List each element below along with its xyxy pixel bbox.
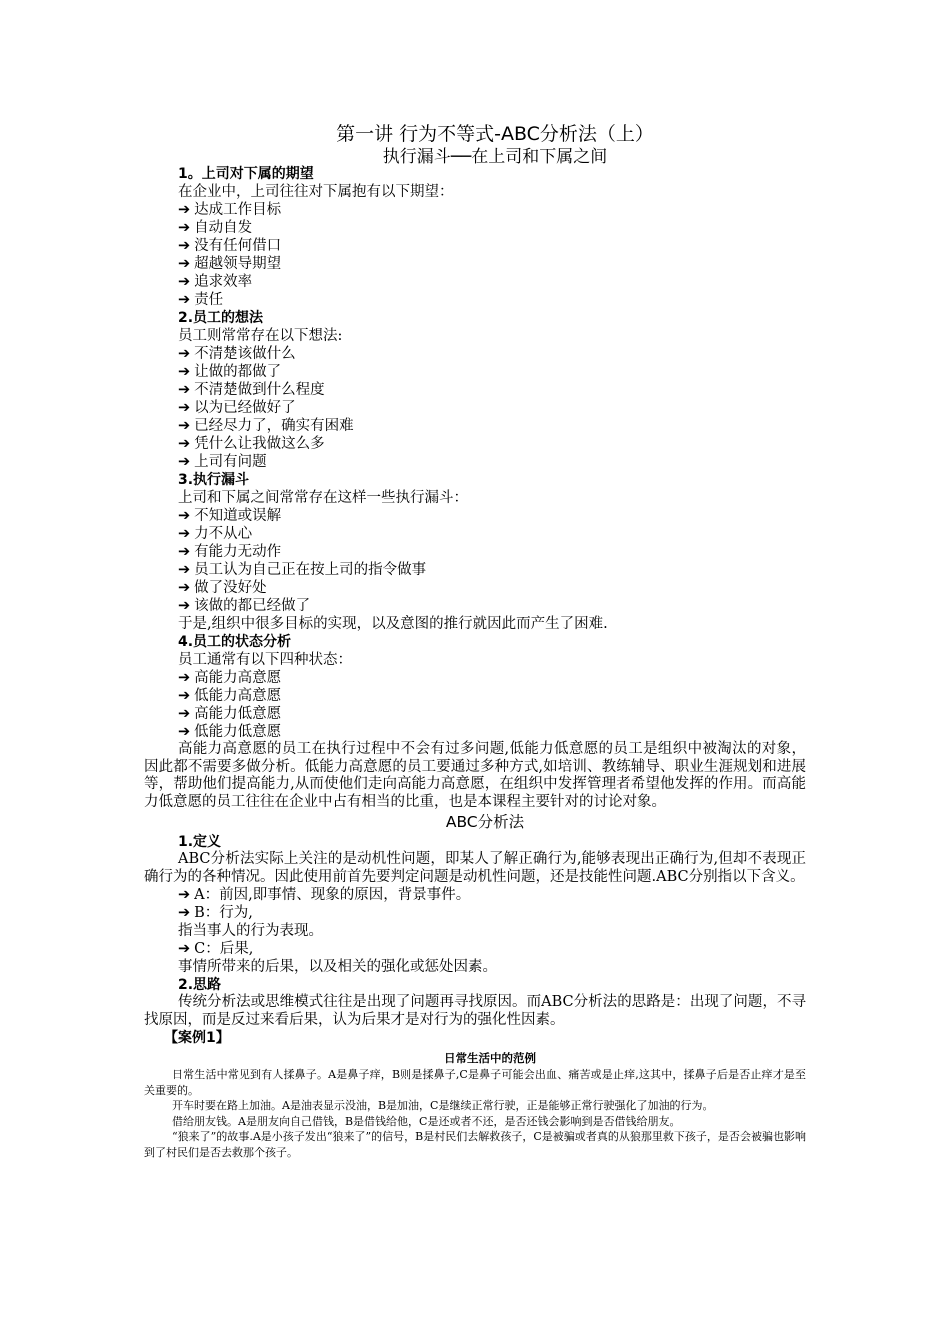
list-item <box>144 561 806 579</box>
arrow-icon: ➔ <box>178 346 191 362</box>
list-item <box>144 435 806 453</box>
section-title: ABC分析法 <box>445 813 525 831</box>
list-item-text: 力不从心 <box>194 526 253 542</box>
list-item <box>144 219 806 237</box>
list-item <box>144 201 806 219</box>
list-item-text: C：后果, <box>194 941 254 957</box>
list-item <box>144 543 806 561</box>
list-item-text: 不清楚做到什么程度 <box>194 382 325 398</box>
arrow-icon: ➔ <box>178 238 191 254</box>
arrow-icon: ➔ <box>178 292 191 308</box>
arrow-icon: ➔ <box>178 580 191 596</box>
arrow-icon: ➔ <box>178 688 191 704</box>
list-item-text: 超越领导期望 <box>194 256 282 272</box>
section-heading: 2.思路 <box>178 977 222 993</box>
list-item <box>144 723 806 741</box>
arrow-icon: ➔ <box>178 436 191 452</box>
case-paragraph: 日常生活中常见到有人揉鼻子。A是鼻子痒，B则是揉鼻子,C是鼻子可能会出血、痛苦或是止痒,这其中，揉鼻子后是否止痒才是至关重要的。 <box>144 1068 806 1097</box>
arrow-icon: ➔ <box>178 670 191 686</box>
list-item-text: 自动自发 <box>194 220 253 236</box>
arrow-icon: ➔ <box>178 382 191 398</box>
list-item <box>144 579 806 597</box>
list-item <box>144 273 806 291</box>
list-item-text: 低能力低意愿 <box>194 724 282 740</box>
arrow-icon: ➔ <box>178 706 191 722</box>
arrow-icon: ➔ <box>178 454 191 470</box>
section-outro: 于是,组织中很多目标的实现，以及意图的推行就因此而产生了困难. <box>178 616 608 632</box>
section-intro: 员工则常常存在以下想法: <box>178 328 343 344</box>
case-label: 【案例1】 <box>164 1030 230 1046</box>
list-item-text: 做了没好处 <box>194 580 267 596</box>
list-item-text: 上司有问题 <box>194 454 267 470</box>
list-item <box>144 255 806 273</box>
item-description: 事情所带来的后果，以及相关的强化或惩处因素。 <box>178 959 497 975</box>
arrow-icon: ➔ <box>178 364 191 380</box>
arrow-icon: ➔ <box>178 724 191 740</box>
list-item <box>144 525 806 543</box>
case-title: 日常生活中的范例 <box>444 1051 536 1065</box>
arrow-icon: ➔ <box>178 274 191 290</box>
body-paragraph: ABC分析法实际上关注的是动机性问题，即某人了解正确行为,能够表现出正确行为,但却不表现正确行为的各种情况。因此使用前首先要判定问题是动机性问题，还是技能性问题.ABC分别指以下含义。 <box>144 851 806 885</box>
arrow-icon: ➔ <box>178 887 191 903</box>
arrow-icon: ➔ <box>178 905 191 921</box>
list-item-text: 有能力无动作 <box>194 544 282 560</box>
list-item <box>144 705 806 723</box>
list-item <box>144 345 806 363</box>
body-paragraph: 高能力高意愿的员工在执行过程中不会有过多问题,低能力低意愿的员工是组织中被淘汰的对象，因此都不需要多做分析。低能力高意愿的员工要通过多种方式,如培训、教练辅导、职业生涯规划和进展等，帮助他们提高能力,从而使他们走向高能力高意愿，在组织中发挥管理者希望他发挥的作用。而高能力低意愿的员工往往在企业中占有相当的比重，也是本课程主要针对的讨论对象。 <box>144 741 806 810</box>
arrow-icon: ➔ <box>178 544 191 560</box>
section-intro: 员工通常有以下四种状态： <box>178 652 352 668</box>
list-item <box>144 381 806 399</box>
case-paragraph: “狼来了”的故事.A是小孩子发出“狼来了”的信号，B是村民们去解救孩子，C是被骗或者真的从狼那里救下孩子，是否会被骗也影响到了村民们是否去救那个孩子。 <box>144 1130 806 1159</box>
section-heading: 2.员工的想法 <box>178 310 264 326</box>
arrow-icon: ➔ <box>178 598 191 614</box>
list-item-text: 让做的都做了 <box>194 364 282 380</box>
page-title: 第一讲 行为不等式-ABC分析法（上） <box>336 123 654 145</box>
list-item <box>144 399 806 417</box>
section-heading: 1.定义 <box>178 834 222 850</box>
list-item <box>144 417 806 435</box>
list-item-text: A：前因,即事情、现象的原因，背景事件。 <box>194 887 471 903</box>
list-item <box>144 886 806 904</box>
list-item-text: 高能力低意愿 <box>194 706 282 722</box>
section-intro: 在企业中，上司往往对下属抱有以下期望： <box>178 184 454 200</box>
arrow-icon: ➔ <box>178 508 191 524</box>
body-paragraph: 传统分析法或思维模式往往是出现了问题再寻找原因。而ABC分析法的思路是：出现了问题，不寻找原因，而是反过来看后果，认为后果才是对行为的强化性因素。 <box>144 994 806 1028</box>
arrow-icon: ➔ <box>178 256 191 272</box>
list-item <box>144 363 806 381</box>
list-item <box>144 597 806 615</box>
list-item <box>144 669 806 687</box>
list-item-text: 高能力高意愿 <box>194 670 282 686</box>
section-heading: 3.执行漏斗 <box>178 472 250 488</box>
list-item-text: 凭什么让我做这么多 <box>194 436 325 452</box>
item-description: 指当事人的行为表现。 <box>178 923 323 939</box>
list-item-text: 低能力高意愿 <box>194 688 282 704</box>
arrow-icon: ➔ <box>178 400 191 416</box>
arrow-icon: ➔ <box>178 941 191 957</box>
arrow-icon: ➔ <box>178 220 191 236</box>
case-paragraph: 借给朋友钱。A是朋友向自己借钱，B是借钱给他，C是还或者不还，是否还钱会影响到是否借钱给朋友。 <box>172 1114 681 1128</box>
list-item-text: 以为已经做好了 <box>194 400 296 416</box>
list-item-text: 该做的都已经做了 <box>194 598 311 614</box>
list-item <box>144 237 806 255</box>
section-heading: 1。上司对下属的期望 <box>178 166 314 182</box>
list-item-text: 达成工作目标 <box>194 202 282 218</box>
list-item <box>144 940 806 958</box>
list-item-text: 追求效率 <box>194 274 253 290</box>
arrow-icon: ➔ <box>178 562 191 578</box>
list-item <box>144 687 806 705</box>
arrow-icon: ➔ <box>178 526 191 542</box>
list-item <box>144 507 806 525</box>
case-paragraph: 开车时要在路上加油。A是油表显示没油，B是加油，C是继续正常行驶，正是能够正常行驶强化了加油的行为。 <box>172 1099 714 1112</box>
list-item-text: 责任 <box>194 292 224 308</box>
list-item <box>144 453 806 471</box>
document-body <box>144 165 806 1160</box>
list-item-text: 已经尽力了，确实有困难 <box>194 418 354 434</box>
section-heading: 4.员工的状态分析 <box>178 634 292 650</box>
list-item <box>144 291 806 309</box>
list-item-text: 员工认为自己正在按上司的指令做事 <box>194 562 427 578</box>
page-subtitle: 执行漏斗──在上司和下属之间 <box>382 147 608 167</box>
arrow-icon: ➔ <box>178 418 191 434</box>
arrow-icon: ➔ <box>178 202 191 218</box>
list-item-text: 不清楚该做什么 <box>194 346 296 362</box>
list-item-text: 不知道或误解 <box>194 508 282 524</box>
section-intro: 上司和下属之间常常存在这样一些执行漏斗： <box>178 490 468 506</box>
list-item-text: B：行为, <box>194 905 253 921</box>
list-item <box>144 904 806 922</box>
list-item-text: 没有任何借口 <box>194 238 282 254</box>
